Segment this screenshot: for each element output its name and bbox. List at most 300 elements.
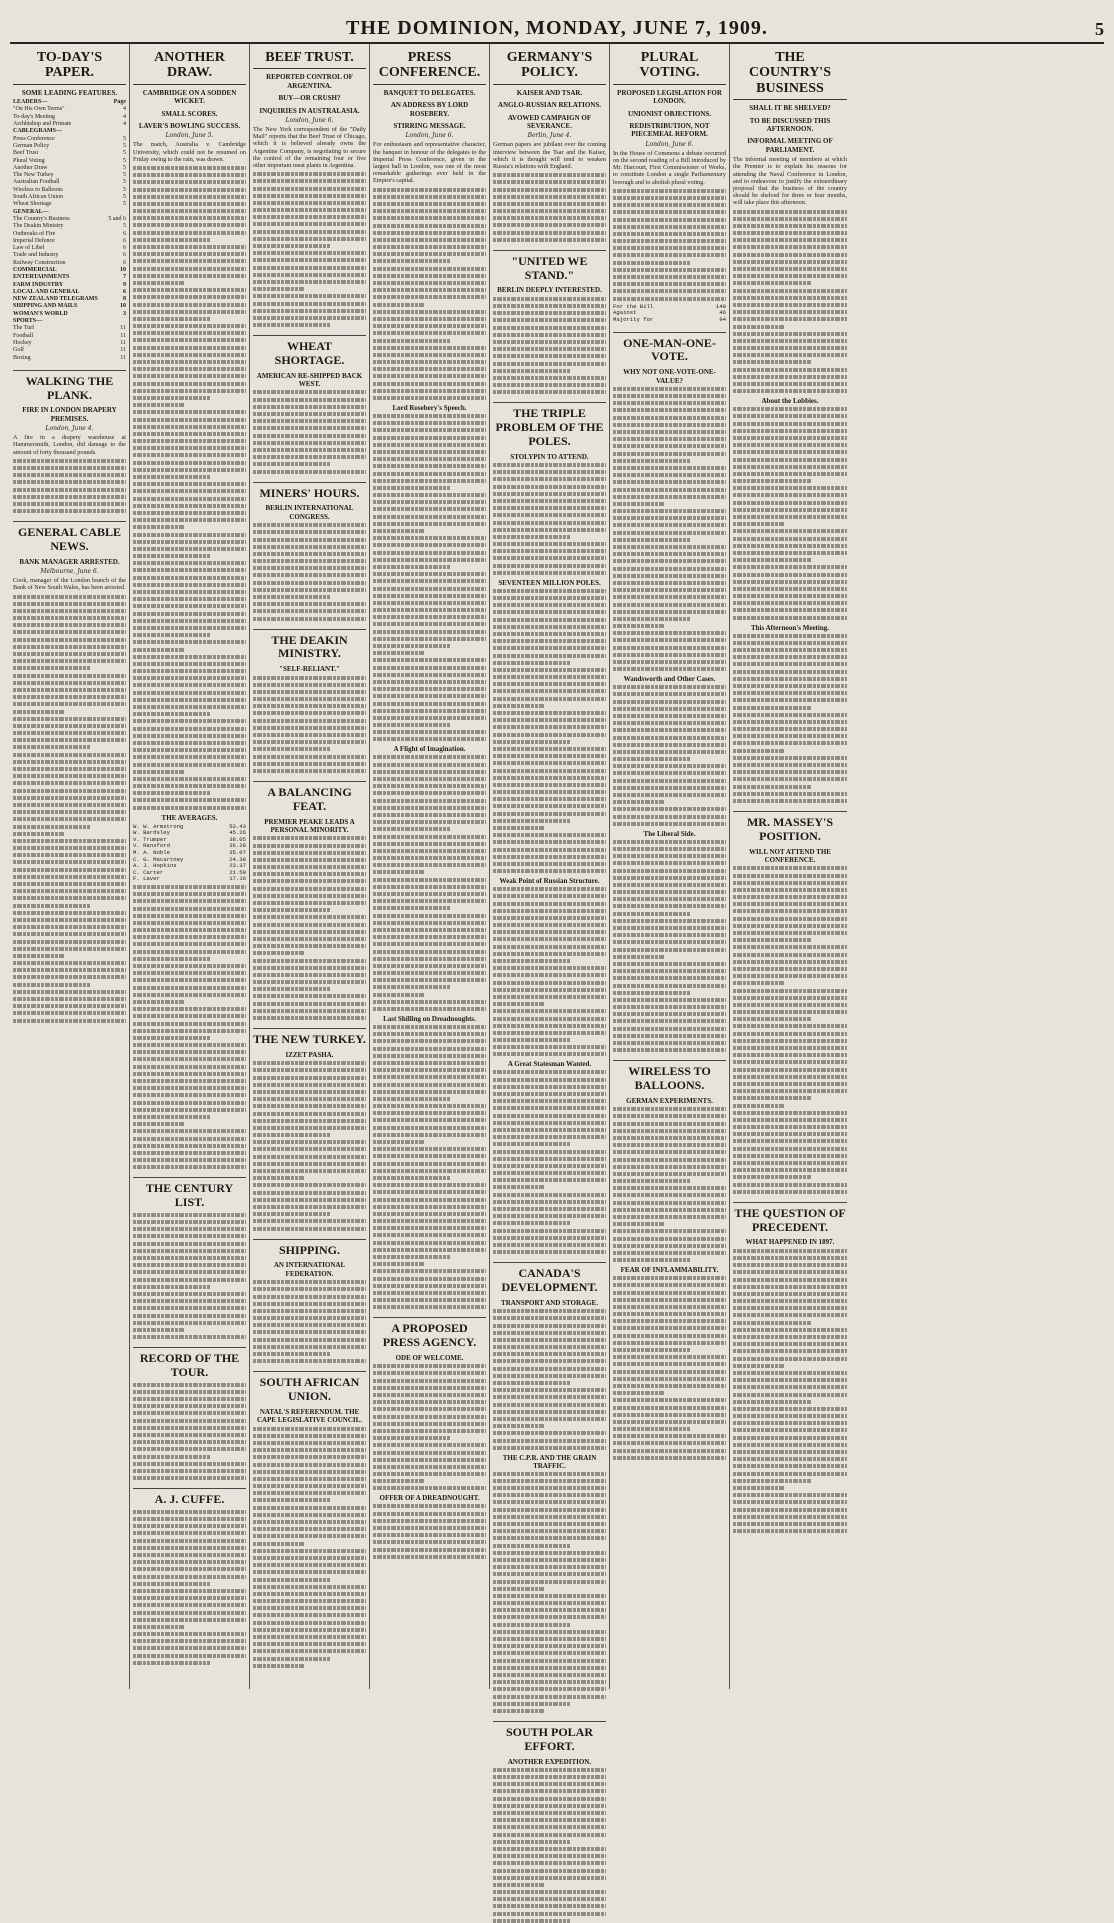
text-line <box>373 1548 486 1552</box>
text-line <box>493 596 606 600</box>
index-row <box>13 245 126 252</box>
text-line <box>373 1241 486 1245</box>
text-line <box>13 724 126 728</box>
index-page: 6 <box>123 252 126 259</box>
text-line <box>253 1578 330 1582</box>
text-line <box>133 338 246 342</box>
text-line <box>613 948 726 952</box>
text-line <box>613 1258 690 1262</box>
text-line <box>13 609 126 613</box>
text-line <box>13 710 65 714</box>
text-line <box>613 1222 665 1226</box>
text-line <box>133 511 246 515</box>
text-line <box>133 166 246 170</box>
text-line <box>733 486 847 490</box>
text-line <box>613 437 726 441</box>
text-line <box>133 1553 246 1557</box>
text-line <box>253 1068 366 1072</box>
text-line <box>733 522 785 526</box>
text-line <box>373 317 486 321</box>
text-line <box>133 238 210 242</box>
text-line <box>493 973 606 977</box>
lead-paragraph: In the House of Commons a debate occurred on the second reading of a Bill introduced by Mr. Harcourt, First Commissioner of Works, to constitute London a single Parliamentary borough and to abolish plural voting. <box>613 149 726 186</box>
column-subhead-secondary: TO BE DISCUSSED THIS AFTERNOON. <box>749 116 831 133</box>
column-heading: PRESS CONFERENCE. <box>373 50 486 85</box>
text-line <box>373 1371 486 1375</box>
text-line <box>493 1009 606 1013</box>
section-dateline: London, June 4. <box>45 425 94 433</box>
text-line <box>613 203 726 207</box>
text-line <box>733 537 847 541</box>
text-line <box>493 689 606 693</box>
text-line <box>373 1298 486 1302</box>
text-line <box>133 231 246 235</box>
text-line <box>613 289 726 293</box>
text-line <box>253 740 366 744</box>
text-line <box>253 1219 366 1223</box>
text-line <box>253 1323 366 1327</box>
text-line <box>13 932 126 936</box>
text-line <box>373 339 450 343</box>
index-page: 5 <box>123 223 126 230</box>
text-line <box>493 1854 606 1858</box>
text-line <box>253 462 330 466</box>
text-line <box>253 1491 366 1495</box>
section-dateline: Melbourne, June 6. <box>40 568 99 576</box>
column-subhead: REPORTED CONTROL OF ARGENTINA. <box>266 73 353 90</box>
text-line <box>613 1172 726 1176</box>
text-line <box>733 267 847 271</box>
text-line <box>373 928 486 932</box>
text-line <box>133 396 210 400</box>
text-line <box>373 428 486 432</box>
text-line <box>493 1544 570 1548</box>
text-line <box>613 452 726 456</box>
text-line <box>733 465 847 469</box>
text-line <box>133 1065 246 1069</box>
text-line <box>493 1775 606 1779</box>
text-line <box>493 1045 606 1049</box>
index-label: COMMERCIAL <box>13 267 57 273</box>
text-line <box>733 909 847 913</box>
section-title: A BALANCING FEAT. <box>253 781 366 814</box>
text-line <box>133 806 246 810</box>
text-line <box>613 955 665 959</box>
text-line <box>733 967 847 971</box>
text-line <box>373 1219 486 1223</box>
text-line <box>613 261 690 265</box>
text-line <box>493 180 606 184</box>
lead-paragraph: German papers are jubilant over the coming interview between the Tsar and the Kaiser, which it is thought will tend to weaken Russia's relations with England. <box>493 141 606 170</box>
text-line <box>493 231 606 235</box>
text-line <box>253 588 366 592</box>
text-line <box>493 945 606 949</box>
column-another-draw <box>130 44 250 1689</box>
text-line <box>733 1278 847 1282</box>
text-line <box>613 1244 726 1248</box>
text-line <box>733 346 847 350</box>
text-line <box>373 209 486 213</box>
section-title: THE DEAKIN MINISTRY. <box>253 629 366 662</box>
text-line <box>373 1183 486 1187</box>
text-line <box>733 1075 847 1079</box>
text-line <box>733 1400 811 1404</box>
text-line <box>133 986 246 990</box>
text-line <box>733 1125 847 1129</box>
text-line <box>493 564 606 568</box>
text-line <box>613 1355 726 1359</box>
text-line <box>253 887 366 891</box>
text-line <box>13 868 126 872</box>
index-row <box>13 333 126 340</box>
text-line <box>733 1089 847 1093</box>
text-line <box>613 714 726 718</box>
text-line <box>733 874 847 878</box>
text-line <box>493 952 606 956</box>
text-line <box>613 1384 726 1388</box>
text-line <box>133 633 210 637</box>
text-line <box>133 403 185 407</box>
text-line <box>133 475 210 479</box>
text-line <box>613 1449 726 1453</box>
text-line <box>613 736 726 740</box>
text-line <box>133 259 246 263</box>
text-line <box>493 1644 606 1648</box>
text-line <box>613 567 726 571</box>
averages-heading: THE AVERAGES. <box>161 813 218 822</box>
text-line <box>733 210 847 214</box>
index-row <box>13 325 126 332</box>
index-row <box>13 311 126 318</box>
section-subhead: BERLIN DEEPLY INTERESTED. <box>497 286 602 295</box>
dateline: London, June 6. <box>405 132 454 140</box>
text-line <box>613 401 726 405</box>
index-row <box>13 216 126 223</box>
text-line <box>133 504 246 508</box>
text-line <box>733 1010 847 1014</box>
text-line <box>133 1611 246 1615</box>
averages-table <box>133 824 246 883</box>
text-line <box>133 1560 246 1564</box>
index-label: Imperial Defence <box>13 237 55 244</box>
text-line <box>253 1441 366 1445</box>
text-line <box>733 1428 847 1432</box>
text-line <box>373 1118 486 1122</box>
text-line <box>13 502 126 506</box>
text-line <box>613 1456 726 1460</box>
text-line <box>613 232 726 236</box>
text-line <box>133 245 246 249</box>
text-line <box>733 1111 847 1115</box>
text-line <box>613 631 726 635</box>
text-line <box>493 1171 606 1175</box>
index-label: ENTERTAINMENTS <box>13 274 70 281</box>
text-line <box>13 839 126 843</box>
text-line <box>133 432 246 436</box>
text-line <box>373 1007 486 1011</box>
text-line <box>493 790 606 794</box>
text-line <box>733 493 847 497</box>
section-title: ONE-MAN-ONE-VOTE. <box>613 332 726 365</box>
text-line <box>733 989 847 993</box>
text-line <box>733 1464 847 1468</box>
text-line <box>373 1436 450 1440</box>
division-value: 94 <box>719 315 726 323</box>
text-line <box>613 1427 690 1431</box>
text-line <box>133 389 246 393</box>
section-title: A. J. CUFFE. <box>133 1488 246 1507</box>
text-line <box>133 1086 246 1090</box>
index-label: Wheat Shortage <box>13 201 52 208</box>
text-line <box>133 1632 246 1636</box>
text-line <box>493 840 606 844</box>
text-line <box>253 426 366 430</box>
text-line <box>733 1168 847 1172</box>
text-line <box>373 1540 486 1544</box>
text-line <box>373 522 486 526</box>
text-line <box>493 318 606 322</box>
text-line <box>133 1539 246 1543</box>
section-subhead: WHY NOT ONE-VOTE-ONE-VALUE? <box>623 368 716 385</box>
text-line <box>613 876 726 880</box>
text-line <box>613 1122 726 1126</box>
text-line <box>493 1417 606 1421</box>
division-value: 140 <box>715 302 726 310</box>
text-line <box>493 1580 606 1584</box>
text-line <box>373 1465 486 1469</box>
text-line <box>133 1129 246 1133</box>
text-line <box>493 1768 606 1772</box>
text-lines <box>493 1472 606 1713</box>
text-line <box>733 888 847 892</box>
text-line <box>133 482 246 486</box>
text-line <box>493 340 606 344</box>
index-label: Another Draw <box>13 164 48 171</box>
text-line <box>253 1280 366 1284</box>
text-line <box>13 983 90 987</box>
text-line <box>133 1462 246 1466</box>
text-line <box>613 940 726 944</box>
text-line <box>733 479 811 483</box>
text-line <box>493 930 606 934</box>
text-line <box>253 937 366 941</box>
text-line <box>493 1410 606 1414</box>
text-line <box>133 626 246 630</box>
text-line <box>493 1359 606 1363</box>
text-line <box>13 630 126 634</box>
text-line <box>373 1472 486 1476</box>
text-line <box>13 623 126 627</box>
text-line <box>733 662 847 666</box>
text-line <box>493 995 606 999</box>
text-line <box>733 1385 847 1389</box>
text-line <box>613 430 726 434</box>
text-line <box>253 879 366 883</box>
text-line <box>133 1249 246 1253</box>
text-line <box>493 797 606 801</box>
text-line <box>493 916 606 920</box>
text-line <box>373 1176 450 1180</box>
text-line <box>733 594 847 598</box>
text-line <box>253 1227 366 1231</box>
text-line <box>133 202 246 206</box>
section-subheading: About the Lobbies. <box>761 397 819 406</box>
text-line <box>493 1331 606 1335</box>
text-line <box>373 367 486 371</box>
section-subhead: AN INTERNATIONAL FEDERATION. <box>273 1261 346 1278</box>
text-lines <box>493 887 606 1056</box>
text-line <box>13 488 126 492</box>
text-line <box>253 302 366 306</box>
index-page: Page <box>113 99 126 106</box>
text-line <box>13 781 126 785</box>
text-line <box>373 436 486 440</box>
text-line <box>613 1298 726 1302</box>
text-line <box>133 1043 246 1047</box>
text-line <box>493 311 606 315</box>
text-line <box>253 573 366 577</box>
text-line <box>373 238 486 242</box>
text-line <box>613 793 726 797</box>
text-line <box>613 653 726 657</box>
text-line <box>133 195 246 199</box>
text-line <box>133 324 246 328</box>
text-line <box>373 1140 425 1144</box>
text-line <box>373 507 486 511</box>
text-line <box>493 1338 606 1342</box>
dateline: London, June 6. <box>285 116 334 124</box>
text-line <box>733 1364 785 1368</box>
index-label: Australian Football <box>13 179 60 186</box>
text-line <box>253 1083 366 1087</box>
text-line <box>373 921 486 925</box>
text-line <box>733 1175 811 1179</box>
text-line <box>133 1022 246 1026</box>
index-page: 5 <box>123 150 126 157</box>
text-line <box>493 1789 606 1793</box>
text-line <box>13 473 126 477</box>
text-line <box>133 209 246 213</box>
text-line <box>253 441 366 445</box>
text-line <box>253 1570 366 1574</box>
text-line <box>13 947 126 951</box>
index-page: 11 <box>120 354 126 361</box>
text-line <box>733 996 847 1000</box>
text-line <box>493 1572 606 1576</box>
text-line <box>133 1589 246 1593</box>
text-line <box>613 1143 726 1147</box>
text-line <box>613 926 726 930</box>
text-line <box>493 499 606 503</box>
text-line <box>613 275 726 279</box>
text-line <box>613 282 726 286</box>
text-line <box>733 1249 847 1253</box>
column-subhead: SHALL IT BE SHELVED? <box>749 104 831 113</box>
text-line <box>253 1542 305 1546</box>
text-line <box>133 1227 246 1231</box>
text-line <box>133 1455 210 1459</box>
text-lines <box>373 1025 486 1309</box>
text-line <box>733 713 847 717</box>
text-line <box>373 899 486 903</box>
text-line <box>13 459 126 463</box>
column-credit: STIRRING MESSAGE. <box>393 121 466 130</box>
text-line <box>493 589 606 593</box>
column-heading: TO-DAY'S PAPER. <box>13 50 126 85</box>
text-line <box>733 777 847 781</box>
text-line <box>613 1334 726 1338</box>
index-page: 5 <box>123 164 126 171</box>
text-line <box>133 353 246 357</box>
text-line <box>253 1330 366 1334</box>
text-line <box>373 267 486 271</box>
text-line <box>373 950 486 954</box>
text-line <box>13 681 126 685</box>
text-line <box>373 892 486 896</box>
text-line <box>373 630 486 634</box>
text-line <box>733 799 847 803</box>
text-line <box>613 912 690 916</box>
index-label: SHIPPING AND MAILS <box>13 303 78 310</box>
dateline: London, June 5. <box>165 132 214 140</box>
text-line <box>373 1090 486 1094</box>
text-line <box>133 367 246 371</box>
text-line <box>373 1504 486 1508</box>
text-line <box>613 210 726 214</box>
lead-paragraph: The New York correspondent of the "Daily Mail" reports that the Beef Trust of Chicago, which it is believed already owns the Argentine Company, is negotiating to secure the control of the remaining four or five other important meat plants in Argentina. <box>253 125 366 169</box>
text-line <box>613 1251 726 1255</box>
text-line <box>733 1321 811 1325</box>
index-label: GENERAL— <box>13 208 49 215</box>
index-row <box>13 150 126 157</box>
text-line <box>133 1603 246 1607</box>
text-line <box>133 547 246 551</box>
text-line <box>133 798 246 802</box>
index-page: 6 <box>123 237 126 244</box>
text-line <box>493 202 606 206</box>
text-line <box>493 173 606 177</box>
text-line <box>613 743 726 747</box>
index-row <box>13 136 126 143</box>
text-line <box>733 1060 847 1064</box>
text-line <box>133 489 246 493</box>
text-line <box>493 988 606 992</box>
text-line <box>253 844 366 848</box>
text-line <box>613 1406 726 1410</box>
text-line <box>253 1205 366 1209</box>
text-line <box>493 485 606 489</box>
text-line <box>493 506 606 510</box>
section-subhead: ANOTHER EXPEDITION. <box>507 1757 592 1766</box>
text-line <box>133 719 246 723</box>
text-line <box>613 764 726 768</box>
text-line <box>253 865 366 869</box>
text-line <box>13 466 126 470</box>
text-line <box>613 1107 726 1111</box>
text-line <box>613 685 726 689</box>
text-line <box>13 817 126 821</box>
text-line <box>253 959 366 963</box>
section-title: THE TRIPLE PROBLEM OF THE POLES. <box>493 402 606 448</box>
text-line <box>493 362 606 366</box>
text-lines <box>373 1504 486 1558</box>
text-line <box>253 1345 366 1349</box>
index-label: CABLEGRAMS— <box>13 128 63 135</box>
text-line <box>493 725 606 729</box>
text-line <box>373 346 486 350</box>
text-line <box>733 1313 847 1317</box>
text-line <box>733 1147 847 1151</box>
